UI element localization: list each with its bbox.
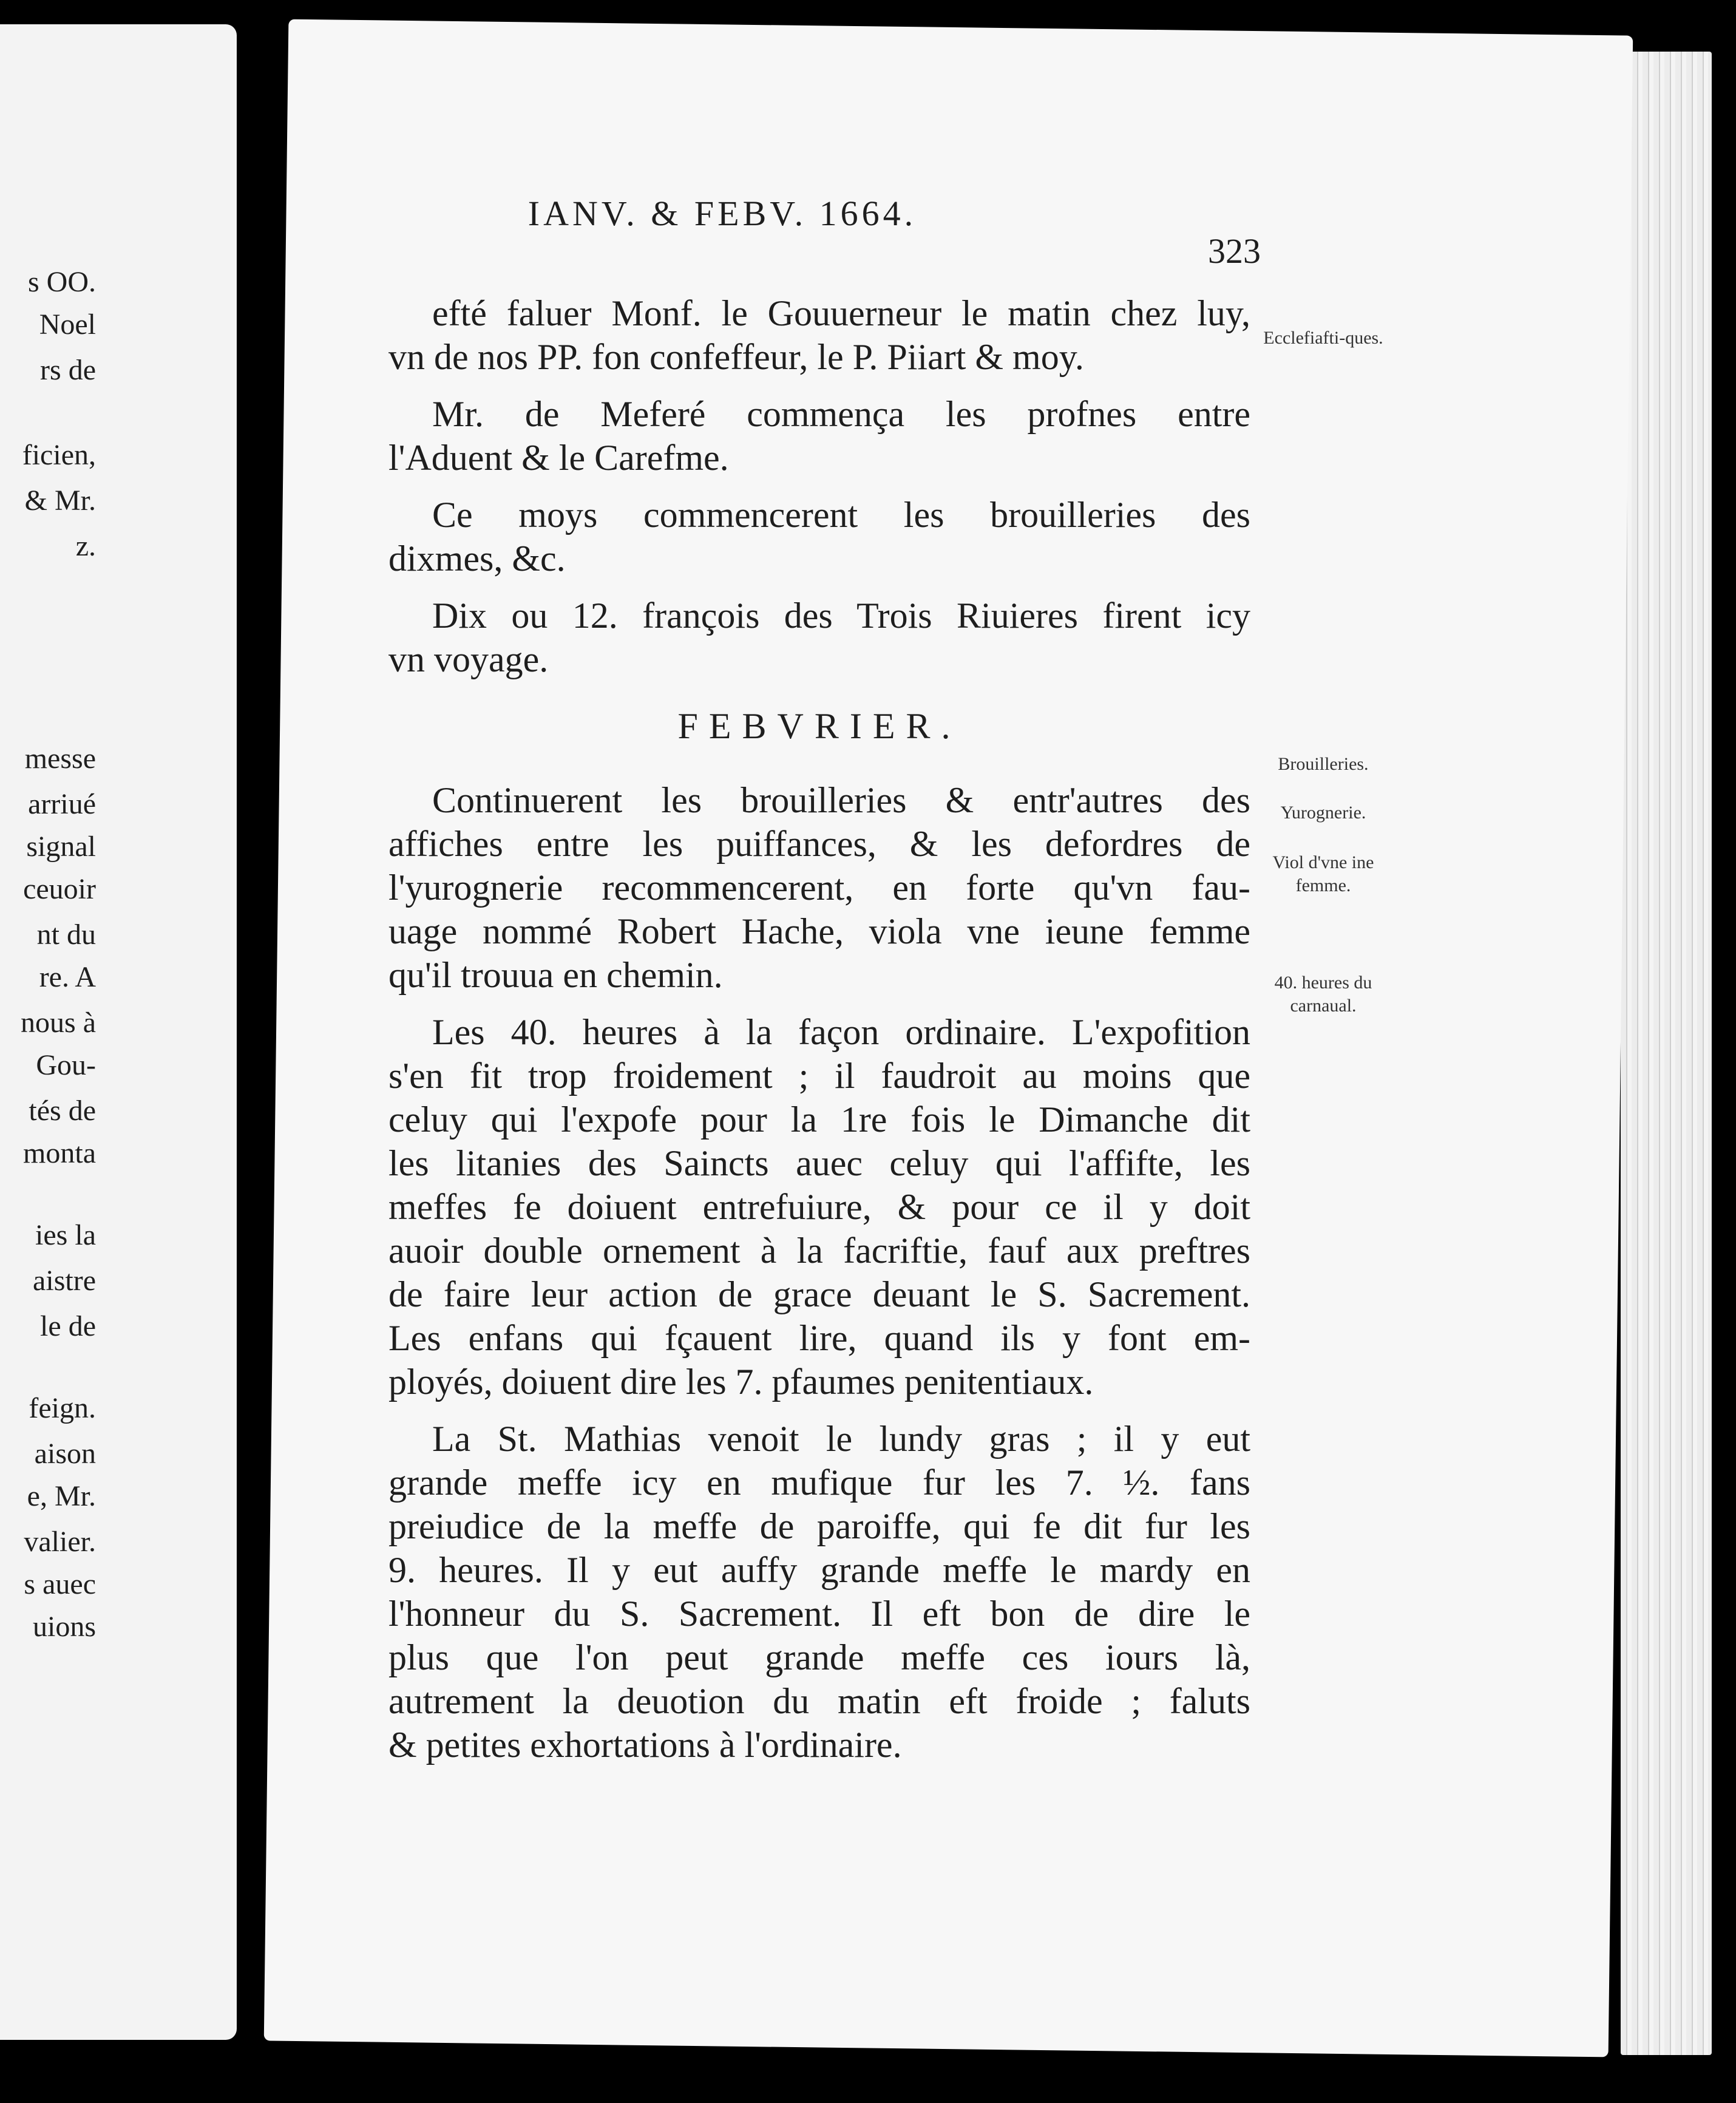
text-line: vn voyage.: [388, 639, 549, 679]
left-page-line: & Mr.: [24, 484, 96, 517]
text-line: Les 40. heures à la façon ordinaire. L'expofition: [432, 1012, 1250, 1052]
paragraph: [388, 392, 1250, 480]
section-heading: FEBVRIER.: [677, 706, 961, 746]
left-page-line: s OO.: [27, 266, 96, 298]
margin-note: 40. heures du carnaual.: [1274, 973, 1372, 1016]
left-page-line: z.: [75, 530, 96, 562]
left-page-line: ficien,: [22, 439, 96, 471]
text-line: auoir double ornement à la facriftie, fauf aux preftres: [388, 1231, 1250, 1271]
text-line: Continuerent les brouilleries & entr'autres des: [432, 780, 1250, 820]
text-line: Dix ou 12. françois des Trois Riuieres firent icy: [432, 596, 1250, 636]
left-facing-page: [0, 24, 237, 2040]
text-line: uage nommé Robert Hache, viola vne ieune femme: [388, 911, 1250, 951]
left-page-line: ceuoir: [23, 873, 96, 905]
text-line: de faire leur action de grace deuant le S. Sacrement.: [388, 1274, 1250, 1314]
left-page-line: uions: [32, 1611, 96, 1643]
body-text: [388, 291, 1250, 1767]
margin-note: Brouilleries.: [1278, 754, 1369, 774]
left-page-line: s auec: [24, 1568, 96, 1600]
left-page-line: monta: [23, 1137, 96, 1169]
running-head: IANV. & FEBV. 1664.: [527, 194, 917, 233]
text-line: autrement la deuotion du matin eft froide ; faluts: [388, 1681, 1250, 1721]
page-edges: [1621, 52, 1712, 2055]
text-line: s'en fit trop froidement ; il faudroit au moins que: [388, 1056, 1250, 1096]
left-page-line: messe: [24, 742, 96, 775]
text-line: Les enfans qui fçauent lire, quand ils y font em-: [388, 1318, 1250, 1358]
text-line: dixmes, &c.: [388, 538, 566, 579]
left-page-line: le de: [40, 1310, 96, 1342]
text-line: l'Aduent & le Carefme.: [388, 438, 729, 478]
left-page-line: aison: [34, 1438, 96, 1470]
margin-note: Ecclefiafti-ques.: [1263, 328, 1383, 348]
left-page-line: nt du: [36, 919, 96, 951]
left-page-line: feign.: [29, 1392, 96, 1424]
paragraph: [388, 493, 1250, 580]
left-page-line: Gou-: [36, 1049, 96, 1081]
left-page-line: valier.: [24, 1526, 96, 1558]
text-line: qu'il trouua en chemin.: [388, 955, 723, 995]
text-line: l'yurognerie recommencerent, en forte qu'vn fau-: [388, 868, 1250, 908]
paragraph: [388, 291, 1250, 379]
text-line: preiudice de la meffe de paroiffe, qui fe dit fur les: [388, 1506, 1250, 1546]
paragraph: [388, 1010, 1250, 1404]
text-line: celuy qui l'expofe pour la 1re fois le Dimanche dit: [388, 1099, 1250, 1140]
left-page-line: rs de: [40, 354, 96, 386]
left-page-line: nous à: [21, 1007, 96, 1039]
left-page-line: ies la: [35, 1219, 96, 1251]
text-line: ployés, doiuent dire les 7. pfaumes penitentiaux.: [388, 1362, 1094, 1402]
text-line: l'honneur du S. Sacrement. Il eft bon de dire le: [388, 1594, 1250, 1634]
paragraph: [388, 594, 1250, 681]
margin-note: Yurognerie.: [1280, 803, 1366, 823]
left-page-line: e, Mr.: [27, 1480, 96, 1512]
text-line: vn de nos PP. fon confeffeur, le P. Piiart & moy.: [388, 337, 1084, 377]
text-line: Ce moys commencerent les brouilleries des: [432, 495, 1250, 535]
left-page-line: signal: [26, 831, 96, 863]
text-line: affiches entre les puiffances, & les defordres de: [388, 824, 1250, 864]
text-line: 9. heures. Il y eut auffy grande meffe le mardy en: [388, 1550, 1250, 1590]
left-page-line: re. A: [39, 961, 96, 993]
page-number: 323: [1208, 231, 1261, 271]
text-line: La St. Mathias venoit le lundy gras ; il y eut: [432, 1419, 1250, 1459]
left-page-line: Noel: [39, 308, 96, 341]
text-line: efté faluer Monf. le Gouuerneur le matin chez luy,: [432, 293, 1250, 333]
paragraph: [388, 778, 1250, 997]
text-line: les litanies des Saincts auec celuy qui l'affifte, les: [388, 1143, 1250, 1183]
margin-note: Viol d'vne ine femme.: [1272, 852, 1374, 895]
left-page-line: arriué: [28, 788, 96, 820]
left-page-line: aistre: [33, 1265, 96, 1297]
paragraphs-top: [388, 291, 1250, 681]
paragraph: [388, 1417, 1250, 1767]
paragraphs-bottom: [388, 778, 1250, 1767]
text-line: meffes fe doiuent entrefuiure, & pour ce il y doit: [388, 1187, 1250, 1227]
text-line: Mr. de Meferé commença les profnes entre: [432, 394, 1250, 434]
text-line: & petites exhortations à l'ordinaire.: [388, 1725, 902, 1765]
left-page-line: tés de: [29, 1095, 96, 1127]
text-line: plus que l'on peut grande meffe ces iours là,: [388, 1637, 1250, 1677]
text-line: grande meffe icy en mufique fur les 7. ½. fans: [388, 1463, 1250, 1503]
